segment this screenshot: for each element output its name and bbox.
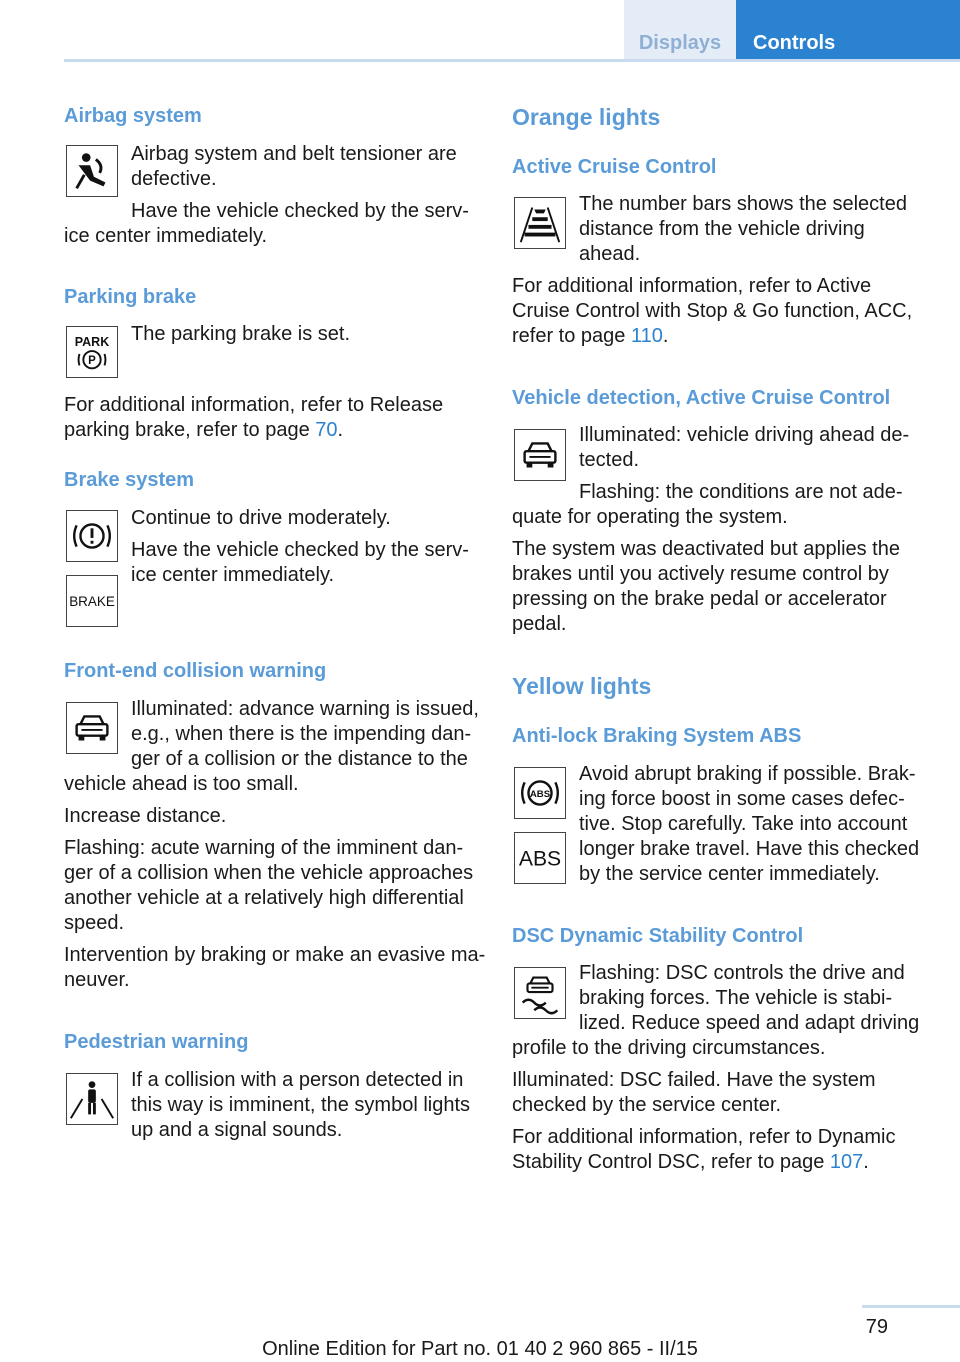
dsc-text-4: profile to the driving circumstances.: [512, 1037, 826, 1059]
acc-text-5: Cruise Control with Stop & Go function, ACC,: [512, 300, 913, 322]
page-header: [0, 0, 960, 62]
ped-text-2: this way is imminent, the symbol lights: [131, 1094, 471, 1116]
header-rule: [64, 59, 960, 62]
acc-text-6: refer to page 110.: [512, 325, 669, 347]
fcw-text-4: vehicle ahead is too small.: [64, 773, 299, 795]
vd-text-3: Flashing: the conditions are not ade-: [579, 481, 903, 503]
dsc-text-6: checked by the service center.: [512, 1094, 782, 1116]
brake-text-2: Have the vehicle checked by the serv-: [131, 539, 469, 561]
dsc-text-1: Flashing: DSC controls the drive and: [579, 962, 905, 984]
dsc-skid-car-icon: [514, 967, 566, 1019]
abs-text-4: longer brake travel. Have this checked: [579, 838, 920, 860]
dsc-text-7: For additional information, refer to Dynamic: [512, 1126, 896, 1148]
vd-text-7: pressing on the brake pedal or accelerator: [512, 588, 887, 610]
fcw-text-3: ger of a collision or the distance to the: [131, 748, 468, 770]
fcw-heading: Front-end collision warning: [64, 660, 327, 682]
page-ref-link-110[interactable]: 110: [630, 325, 663, 347]
vd-text-2: tected.: [579, 449, 640, 471]
fcw-text-8: another vehicle at a relatively high differential: [64, 887, 464, 909]
vd-text-1: Illuminated: vehicle driving ahead de-: [579, 424, 910, 446]
abs-small-label: ABS: [529, 788, 551, 800]
ped-heading: Pedestrian warning: [64, 1031, 249, 1053]
acc-text-3: ahead.: [579, 243, 641, 265]
airbag-text-3: Have the vehicle checked by the serv-: [131, 200, 469, 222]
brake-text-3: ice center immediately.: [131, 564, 335, 586]
abs-circle-icon: [514, 767, 566, 819]
park-brake-icon: [66, 326, 118, 378]
acc-text-2: distance from the vehicle driving: [579, 218, 865, 240]
parking-heading: Parking brake: [64, 286, 197, 308]
ped-text-1: If a collision with a person detected in: [131, 1069, 464, 1091]
ped-text-3: up and a signal sounds.: [131, 1119, 343, 1141]
acc-distance-bars-icon: [514, 197, 566, 249]
abs-text-3: tive. Stop carefully. Take into account: [579, 813, 908, 835]
fcw-text-11: neuver.: [64, 969, 130, 991]
abs-text-icon: [514, 832, 566, 884]
fcw-text-5: Increase distance.: [64, 805, 227, 827]
tab-controls[interactable]: Controls: [736, 0, 960, 62]
acc-heading: Active Cruise Control: [512, 156, 717, 178]
brake-text-1: Continue to drive moderately.: [131, 507, 391, 529]
fcw-text-9: speed.: [64, 912, 125, 934]
vehicle-detection-car-icon: [514, 429, 566, 481]
abs-big-label: ABS: [518, 847, 562, 871]
dsc-text-5: Illuminated: DSC failed. Have the system: [512, 1069, 876, 1091]
vd-text-4: quate for operating the system.: [512, 506, 788, 528]
fcw-text-1: Illuminated: advance warning is issued,: [131, 698, 479, 720]
brake-warning-icon: [66, 510, 118, 562]
pedestrian-warning-icon: [66, 1073, 118, 1125]
acc-text-4: For additional information, refer to Active: [512, 275, 872, 297]
brake-text-icon: [66, 575, 118, 627]
dsc-heading: DSC Dynamic Stability Control: [512, 925, 804, 947]
airbag-text-2: defective.: [131, 168, 217, 190]
abs-text-5: by the service center immediately.: [579, 863, 880, 885]
page-number: 79: [865, 1316, 888, 1338]
abs-heading: Anti-lock Braking System ABS: [512, 725, 802, 747]
parking-text-1: The parking brake is set.: [131, 323, 350, 345]
tab-displays[interactable]: Displays: [624, 0, 736, 60]
vehicle-detection-heading: Vehicle detection, Active Cruise Control: [512, 387, 891, 409]
park-icon-label: PARK: [74, 335, 110, 350]
page-ref-link-107[interactable]: 107: [829, 1151, 864, 1173]
fcw-text-6: Flashing: acute warning of the imminent dan-: [64, 837, 464, 859]
airbag-warning-icon: [66, 145, 118, 197]
fcw-text-10: Intervention by braking or make an evasive ma-: [64, 944, 486, 966]
page-ref-link-70[interactable]: 70: [315, 419, 338, 441]
airbag-heading: Airbag system: [64, 105, 202, 127]
brake-heading: Brake system: [64, 469, 195, 491]
abs-text-2: ing force boost in some cases defec-: [579, 788, 905, 810]
vd-text-6: brakes until you actively resume control by: [512, 563, 889, 585]
acc-text-1: The number bars shows the selected: [579, 193, 907, 215]
dsc-text-8: Stability Control DSC, refer to page 107.: [512, 1151, 869, 1173]
brake-icon-label: BRAKE: [69, 593, 115, 609]
fcw-text-7: ger of a collision when the vehicle approaches: [64, 862, 474, 884]
vd-text-5: The system was deactivated but applies the: [512, 538, 900, 560]
vd-text-8: pedal.: [512, 613, 567, 635]
svg-text:P: P: [88, 355, 96, 368]
footer-rule: [862, 1305, 960, 1308]
dsc-text-2: braking forces. The vehicle is stabi-: [579, 987, 893, 1009]
airbag-text-4: ice center immediately.: [64, 225, 268, 247]
abs-text-1: Avoid abrupt braking if possible. Brak-: [579, 763, 916, 785]
parking-text-2: For additional information, refer to Release: [64, 394, 444, 416]
collision-warning-car-icon: [66, 702, 118, 754]
orange-lights-heading: Orange lights: [512, 104, 661, 130]
fcw-text-2: e.g., when there is the impending dan-: [131, 723, 472, 745]
yellow-lights-heading: Yellow lights: [512, 673, 652, 699]
edition-footer: Online Edition for Part no. 01 40 2 960 865 - II/15: [262, 1338, 698, 1360]
parking-text-3: parking brake, refer to page 70.: [64, 419, 344, 441]
airbag-text-1: Airbag system and belt tensioner are: [131, 143, 457, 165]
dsc-text-3: lized. Reduce speed and adapt driving: [579, 1012, 920, 1034]
